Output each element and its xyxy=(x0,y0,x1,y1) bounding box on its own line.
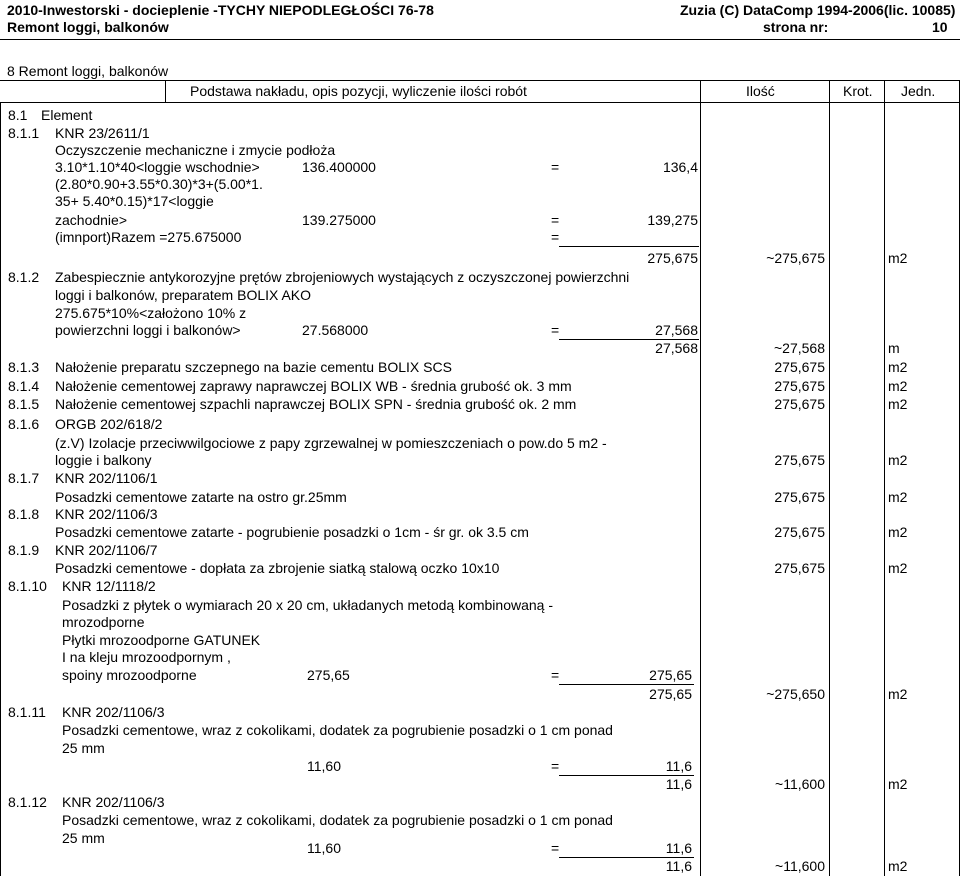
item-base: KNR 202/1106/3 xyxy=(62,794,165,810)
item-unit: m2 xyxy=(888,250,908,266)
rule-description-quantity xyxy=(700,80,701,876)
item-number: 8.1.9 xyxy=(8,542,40,558)
item-unit: m2 xyxy=(888,686,908,702)
item-number: 8.1.12 xyxy=(8,794,47,810)
column-quantity: Ilość xyxy=(746,83,775,99)
calc-sum: 11,6 xyxy=(665,858,692,874)
item-number: 8.1.2 xyxy=(8,269,40,285)
calc-value: 139.275000 xyxy=(302,212,376,228)
item-base: KNR 12/1118/2 xyxy=(62,578,156,594)
item-quantity: 275,675 xyxy=(774,452,825,468)
item-description: Posadzki cementowe, wraz z cokolikami, dodatek za pogrubienie posadzki o 1 cm ponad xyxy=(62,722,613,738)
item-unit: m2 xyxy=(888,452,908,468)
item-unit: m2 xyxy=(888,776,908,792)
column-description: Podstawa nakładu, opis pozycji, wyliczenie ilości robót xyxy=(190,83,527,99)
item-unit: m2 xyxy=(888,858,908,874)
item-description: loggie i balkony xyxy=(55,452,152,468)
item-description: 25 mm xyxy=(62,740,105,756)
sum-line xyxy=(559,246,699,247)
page-label: strona nr: xyxy=(763,19,829,35)
item-description: Posadzki cementowe - dopłata za zbrojenie siatką stalową oczko 10x10 xyxy=(55,560,500,576)
calc-equals: = xyxy=(551,229,560,245)
item-description: Nałożenie cementowej szpachli naprawczej BOLIX SPN - średnia grubość ok. 2 mm xyxy=(55,396,577,412)
item-base: KNR 23/2611/1 xyxy=(55,125,150,141)
calc-result: 139,275 xyxy=(647,212,698,228)
calc-equals: = xyxy=(551,212,560,228)
item-quantity: ~275,675 xyxy=(766,250,825,266)
item-quantity: 275,675 xyxy=(774,378,825,394)
calc-sum: 275,65 xyxy=(649,686,692,702)
item-unit: m2 xyxy=(888,378,908,394)
item-quantity: ~27,568 xyxy=(774,340,825,356)
item-description: Nałożenie cementowej zaprawy naprawczej BOLIX WB - średnia grubość ok. 3 mm xyxy=(55,378,572,394)
calc-result: 11,6 xyxy=(665,758,692,774)
item-quantity: 275,675 xyxy=(774,524,825,540)
item-description: Posadzki cementowe zatarte na ostro gr.25mm xyxy=(55,489,347,505)
item-unit: m2 xyxy=(888,396,908,412)
calc-result: 275,65 xyxy=(649,667,692,683)
columns-top-border xyxy=(165,80,960,81)
item-description: (z.V) Izolacje przeciwwilgociowe z papy zgrzewalnej w pomieszczeniach o pow.do 5 m2 - xyxy=(55,435,607,451)
calc-result: 27,568 xyxy=(655,322,698,338)
item-name: Element xyxy=(41,107,93,123)
item-quantity: ~11,600 xyxy=(775,776,825,792)
item-unit: m2 xyxy=(888,524,908,540)
page-number: 10 xyxy=(932,19,948,35)
calc-expression: (imnport)Razem =275.675000 xyxy=(55,229,242,245)
item-number: 8.1.8 xyxy=(8,506,40,522)
item-quantity: 275,675 xyxy=(774,396,825,412)
columns-bottom-border xyxy=(0,102,960,103)
item-description: Oczyszczenie mechaniczne i zmycie podłoża xyxy=(55,142,336,158)
item-number: 8.1.7 xyxy=(8,470,40,486)
item-description: Posadzki z płytek o wymiarach 20 x 20 cm, układanych metodą kombinowaną - xyxy=(62,597,554,613)
calc-expression: 35+ 5.40*0.15)*17<loggie xyxy=(55,193,214,209)
item-description: loggi i balkonów, preparatem BOLIX AKO xyxy=(55,287,312,303)
calc-result: 136,4 xyxy=(662,159,698,175)
doc-title: 2010-Inwestorski - docieplenie -TYCHY NIEPODLEGŁOŚCI 76-78 xyxy=(7,2,434,18)
item-unit: m2 xyxy=(888,489,908,505)
column-krot: Krot. xyxy=(843,83,873,99)
item-quantity: 275,675 xyxy=(774,489,825,505)
item-quantity: 275,675 xyxy=(774,560,825,576)
item-description: 25 mm xyxy=(62,830,105,846)
item-number: 8.1.3 xyxy=(8,359,40,375)
section-underline xyxy=(0,80,165,81)
calc-expression: (2.80*0.90+3.55*0.30)*3+(5.00*1. xyxy=(55,176,263,192)
calc-expression: 275.675*10%<założono 10% z xyxy=(55,305,247,321)
calc-equals: = xyxy=(551,159,560,175)
item-description: Płytki mrozoodporne GATUNEK xyxy=(62,632,261,648)
item-base: KNR 202/1106/1 xyxy=(55,470,158,486)
item-number: 8.1.5 xyxy=(8,396,40,412)
calc-expression: 3.10*1.10*40<loggie wschodnie> xyxy=(55,159,260,175)
calc-equals: = xyxy=(551,758,560,774)
item-description: Posadzki cementowe zatarte - pogrubienie posadzki o 1cm - śr gr. ok 3.5 cm xyxy=(55,524,529,540)
item-unit: m xyxy=(888,340,900,356)
calc-sum: 11,6 xyxy=(665,776,692,792)
sum-line xyxy=(559,684,694,685)
doc-subtitle: Remont loggi, balkonów xyxy=(7,19,169,35)
calc-value: 275,65 xyxy=(307,667,350,683)
item-number: 8.1.6 xyxy=(8,416,40,432)
calc-expression: zachodnie> xyxy=(55,212,128,228)
item-number: 8.1 xyxy=(8,107,28,123)
calc-result: 11,6 xyxy=(665,840,692,856)
rule-header-left xyxy=(165,80,166,103)
calc-sum: 275,675 xyxy=(647,250,698,266)
item-unit: m2 xyxy=(888,560,908,576)
section-title: 8 Remont loggi, balkonów xyxy=(7,63,169,79)
item-number: 8.1.11 xyxy=(8,704,46,720)
item-quantity: ~275,650 xyxy=(766,686,825,702)
item-description: Posadzki cementowe, wraz z cokolikami, dodatek za pogrubienie posadzki o 1 cm ponad xyxy=(62,812,613,828)
item-number: 8.1.1 xyxy=(8,125,40,141)
calc-expression: spoiny mrozoodporne xyxy=(62,667,197,683)
calc-equals: = xyxy=(551,667,560,683)
item-quantity: ~11,600 xyxy=(775,858,825,874)
item-description: Nałożenie preparatu szczepnego na bazie cementu BOLIX SCS xyxy=(55,359,452,375)
item-description: I na kleju mrozoodpornym , xyxy=(62,649,231,665)
item-description: mrozodporne xyxy=(62,614,145,630)
item-base: KNR 202/1106/7 xyxy=(55,542,158,558)
item-description: Zabespiecznie antykorozyjne prętów zbrojeniowych wystających z oczyszczonej powierzchni xyxy=(55,269,630,285)
item-number: 8.1.4 xyxy=(8,378,40,394)
rule-krot-unit xyxy=(884,80,885,876)
item-base: KNR 202/1106/3 xyxy=(62,704,165,720)
software-license: Zuzia (C) DataComp 1994-2006(lic. 10085) xyxy=(680,2,956,18)
item-quantity: 275,675 xyxy=(774,359,825,375)
calc-sum: 27,568 xyxy=(655,340,698,356)
item-unit: m2 xyxy=(888,359,908,375)
calc-equals: = xyxy=(551,840,560,856)
calc-value: 11,60 xyxy=(307,840,341,856)
calc-value: 27.568000 xyxy=(302,322,369,338)
calc-equals: = xyxy=(551,322,560,338)
item-number: 8.1.10 xyxy=(8,578,47,594)
calc-expression: powierzchni loggi i balkonów> xyxy=(55,322,241,338)
calc-value: 11,60 xyxy=(307,758,341,774)
header-divider xyxy=(0,39,960,40)
calc-value: 136.400000 xyxy=(302,159,376,175)
item-base: ORGB 202/618/2 xyxy=(55,416,163,432)
column-unit: Jedn. xyxy=(901,83,936,99)
rule-left xyxy=(0,102,1,876)
rule-quantity-krot xyxy=(829,80,830,876)
item-base: KNR 202/1106/3 xyxy=(55,506,158,522)
